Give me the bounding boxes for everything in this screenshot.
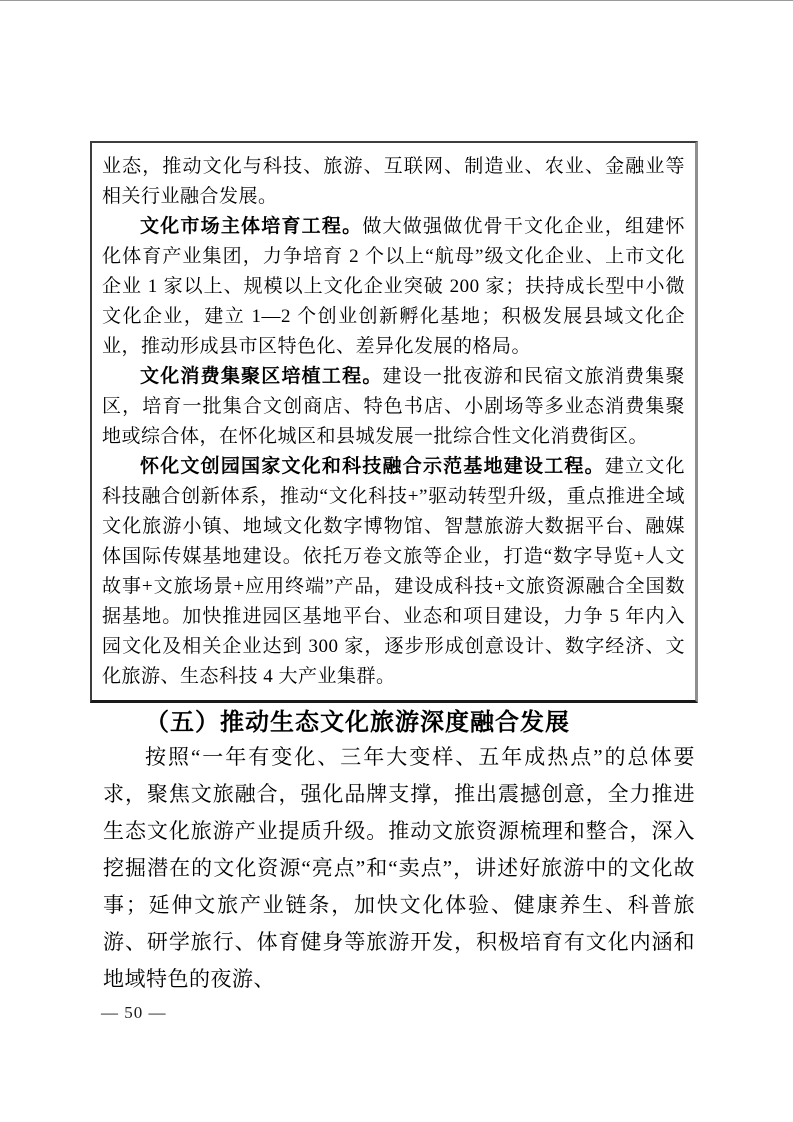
box-paragraph [102,212,685,362]
box-paragraph [102,452,685,692]
paragraph-bold-lead: 文化消费集聚区培植工程。 [140,366,383,387]
page-number: — 50 — [101,1003,167,1022]
section-body [103,739,695,998]
paragraph-text: 建立文化科技融合创新体系，推动“文化科技+”驱动转型升级，重点推进全域文化旅游小镇、地域文化数字博物馆、智慧旅游大数据平台、融媒体国际传媒基地建设。依托万卷文旅等企业，打造“数字导览+人文故事+文旅场景+应用终端”产品，建设成科技+文旅资源融合全国数据基地。加快推进园区基地平台、业态和项目建设，力争 5 年内入园文化及相关企业达到 300 家，逐步形成创意设计、数字经济、文化旅游、生态科技 4 大产业集群。 [102,456,685,687]
paragraph-text: 建设一批夜游和民宿文旅消费集聚区，培育一批集合文创商店、特色书店、小剧场等多业态消费集聚地或综合体，在怀化城区和县城发展一批综合性文化消费街区。 [102,366,685,447]
paragraph-text: 业态，推动文化与科技、旅游、互联网、制造业、农业、金融业等相关行业融合发展。 [102,156,685,207]
body-paragraph: 按照“一年有变化、三年大变样、五年成热点”的总体要求，聚焦文旅融合，强化品牌支撑，推出震撼创意，全力推进生态文化旅游产业提质升级。推动文旅资源梳理和整合，深入挖掘潜在的文化资源“亮点”和“卖点”，讲述好旅游中的文化故事；延伸文旅产业链条，加快文化体验、健康养生、科普旅游、研学旅行、体育健身等旅游开发，积极培育有文化内涵和地域特色的夜游、 [103,745,695,991]
paragraph-bold-lead: 怀化文创园国家文化和科技融合示范基地建设工程。 [140,456,605,477]
section-heading: （五）推动生态文化旅游深度融合发展 [145,710,570,736]
box-paragraph [102,152,685,212]
paragraph-text: 做大做强做优骨干文化企业，组建怀化体育产业集团，力争培育 2 个以上“航母”级文化企业、上市文化企业 1 家以上、规模以上文化企业突破 200 家；扶持成长型中小微文化企业，建立 1—2 个创业创新孵化基地；积极发展县域文化企业，推动形成县市区特色化、差异化发展的格局。 [102,216,685,357]
box-paragraph [102,362,685,452]
paragraph-bold-lead: 文化市场主体培育工程。 [140,216,363,237]
bordered-textbox [90,141,698,703]
